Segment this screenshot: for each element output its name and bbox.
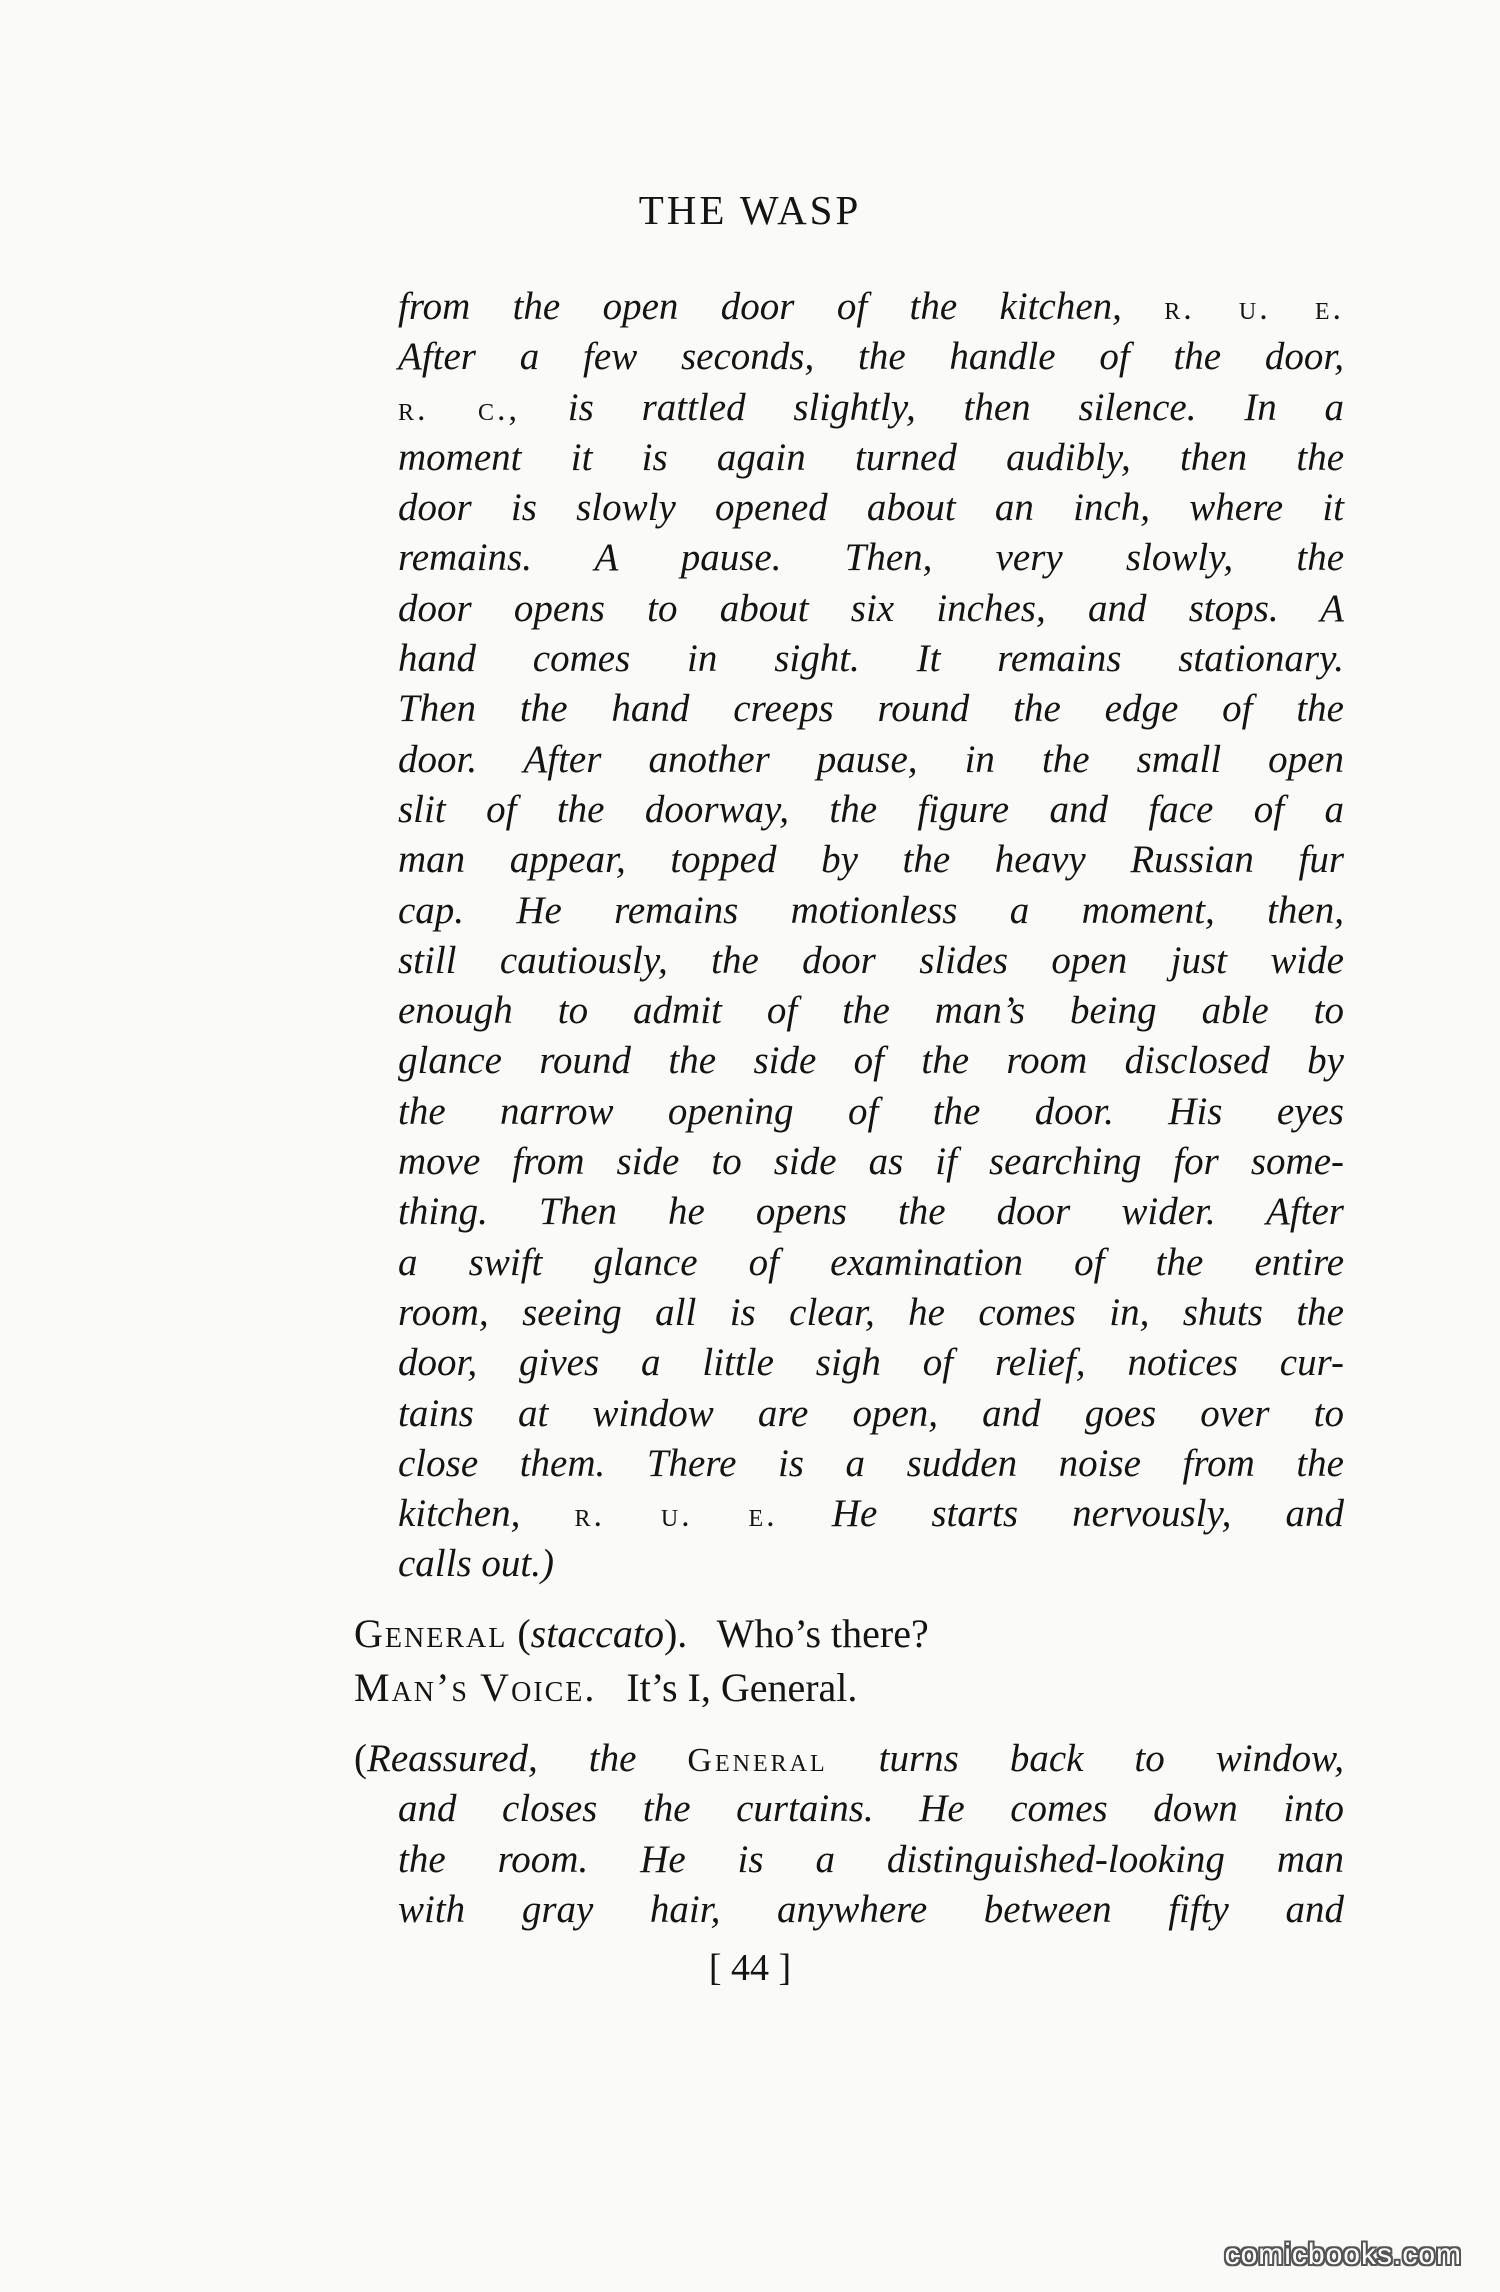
text-run: still cautiously, the door slides open just wide — [398, 938, 1344, 982]
text-run: door. After another pause, in the small open — [398, 737, 1344, 781]
text-line — [398, 533, 1344, 583]
running-head: THE WASP — [638, 187, 862, 233]
text-run: calls out.) — [398, 1542, 554, 1586]
text-line — [398, 282, 1344, 332]
text-run: turns back to window, — [827, 1737, 1344, 1780]
text-line — [398, 1187, 1344, 1237]
text-run: remains. A pause. Then, very slowly, the — [398, 536, 1344, 580]
speaker-direction: staccato — [530, 1611, 664, 1656]
text-run: close them. There is a sudden noise from the — [398, 1441, 1344, 1485]
page-number: [ 44 ] — [708, 1947, 792, 1989]
text-line — [398, 1439, 1344, 1489]
text-run: from the open door of the kitchen, — [398, 285, 1165, 328]
small-caps-run: General — [687, 1742, 828, 1779]
text-run: the narrow opening of the door. His eyes — [398, 1089, 1344, 1133]
text-run: glance round the side of the room disclosed by — [398, 1039, 1344, 1083]
text-line — [354, 1784, 1344, 1834]
text-line — [398, 584, 1344, 634]
text-line — [398, 1036, 1344, 1086]
text-run: moment it is again turned audibly, then the — [398, 435, 1344, 479]
text-run: room, seeing all is clear, he comes in, shuts the — [398, 1290, 1344, 1334]
paren: ( — [354, 1737, 367, 1780]
text-line — [398, 1288, 1344, 1338]
text-line — [398, 332, 1344, 382]
text-run: He starts nervously, and — [777, 1492, 1345, 1536]
text-run: thing. Then he opens the door wider. After — [398, 1190, 1344, 1234]
text-run: door opens to about six inches, and stops. A — [398, 586, 1344, 630]
watermark: comicbooks.com — [1224, 2238, 1462, 2271]
text-run: a swift glance of examination of the entire — [398, 1240, 1344, 1284]
speaker-name: Man’s Voice. — [354, 1665, 597, 1710]
text-line — [398, 383, 1344, 433]
text-line — [398, 986, 1344, 1036]
text-line — [398, 1338, 1344, 1388]
text-line — [398, 1489, 1344, 1539]
text-run: cap. He remains motionless a moment, then, — [398, 888, 1344, 932]
text-line — [398, 1389, 1344, 1439]
text-line — [398, 835, 1344, 885]
text-run: hand comes in sight. It remains stationary. — [398, 637, 1344, 681]
dialogue-line-general — [354, 1610, 929, 1657]
text-line — [398, 936, 1344, 986]
text-line — [398, 433, 1344, 483]
text-line — [398, 483, 1344, 533]
small-caps-run: r. u. e. — [1164, 290, 1344, 327]
text-run: man appear, topped by the heavy Russian fur — [398, 838, 1344, 882]
text-run: door is slowly opened about an inch, where it — [398, 486, 1344, 530]
text-line — [354, 1835, 1344, 1885]
text-line — [398, 1238, 1344, 1288]
text-line — [398, 886, 1344, 936]
text-run: tains at window are open, and goes over to — [398, 1391, 1344, 1435]
text-run: door, gives a little sigh of relief, notices cur- — [398, 1341, 1344, 1385]
small-caps-run: r. u. e. — [574, 1497, 778, 1535]
text-line — [398, 634, 1344, 684]
dialogue-text: It’s I, General. — [626, 1665, 858, 1710]
text-run: the room. He is a distinguished-looking man — [398, 1837, 1344, 1881]
text-line — [398, 684, 1344, 734]
text-line — [354, 1734, 1344, 1784]
text-run: After a few seconds, the handle of the door, — [398, 335, 1344, 379]
direction-open: ( — [517, 1611, 531, 1656]
text-run: with gray hair, anywhere between fifty and — [398, 1887, 1344, 1931]
text-line — [398, 1087, 1344, 1137]
text-run: is rattled slightly, then silence. In a — [520, 385, 1344, 429]
text-run: and closes the curtains. He comes down into — [398, 1787, 1344, 1831]
dialogue-text: Who’s there? — [716, 1611, 929, 1656]
text-run: Then the hand creeps round the edge of the — [398, 687, 1344, 731]
stage-direction-2 — [354, 1734, 1344, 1935]
dialogue-line-mans-voice — [354, 1664, 857, 1711]
speaker-name: General — [354, 1611, 508, 1656]
small-caps-run: r. c., — [398, 390, 521, 428]
direction-close: ). — [663, 1611, 688, 1656]
text-run: kitchen, — [398, 1492, 575, 1536]
text-line — [398, 1539, 1344, 1589]
text-run: move from side to side as if searching for some- — [398, 1140, 1344, 1184]
stage-direction — [398, 282, 1344, 1590]
text-run: slit of the doorway, the figure and face of a — [398, 787, 1344, 831]
text-line — [398, 785, 1344, 835]
text-line — [354, 1885, 1344, 1935]
text-line — [398, 735, 1344, 785]
text-run: enough to admit of the man’s being able to — [398, 989, 1344, 1033]
text-line — [398, 1137, 1344, 1187]
text-run: Reassured, the — [367, 1737, 688, 1780]
